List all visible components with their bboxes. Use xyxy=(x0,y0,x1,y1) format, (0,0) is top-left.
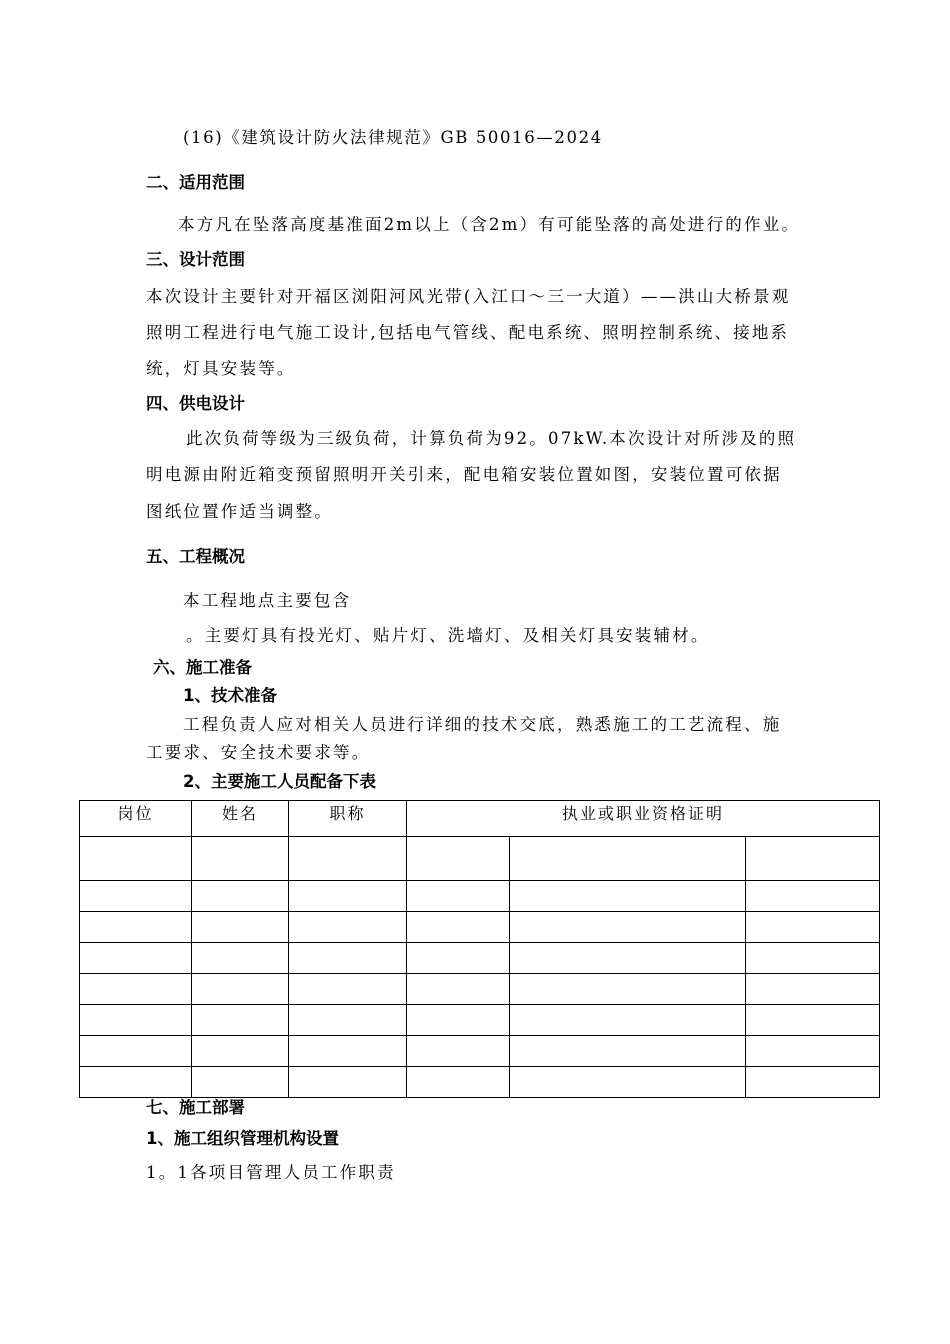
table-cell xyxy=(289,881,407,912)
table-cell xyxy=(80,974,192,1005)
table-cell xyxy=(192,881,289,912)
table-cell xyxy=(746,881,880,912)
table-cell xyxy=(80,1036,192,1067)
table-cell xyxy=(192,1067,289,1098)
table-cell xyxy=(192,1036,289,1067)
table-row xyxy=(80,837,880,881)
paragraph-design-scope-line3: 统，灯具安装等。 xyxy=(146,359,296,378)
paragraph-scope: 本方凡在坠落高度基准面2m以上（含2m）有可能坠落的高处进行的作业。 xyxy=(178,215,801,234)
table-cell xyxy=(80,912,192,943)
subheading-staffing: 2、主要施工人员配备下表 xyxy=(183,772,376,791)
table-cell xyxy=(407,1067,510,1098)
table-cell xyxy=(80,881,192,912)
paragraph-project-overview-line1: 本工程地点主要包含 xyxy=(183,591,352,610)
table-cell xyxy=(746,1005,880,1036)
table-cell xyxy=(289,1036,407,1067)
paragraph-power-design-line2: 明电源由附近箱变预留照明开关引来，配电箱安装位置如图，安装位置可依据 xyxy=(146,465,782,484)
table-row xyxy=(80,1005,880,1036)
table-cell xyxy=(80,1067,192,1098)
table-cell xyxy=(746,974,880,1005)
table-cell xyxy=(192,1005,289,1036)
table-cell xyxy=(407,837,510,881)
section-heading-scope: 二、适用范围 xyxy=(146,173,245,192)
section-heading-construction-prep: 六、施工准备 xyxy=(153,658,252,677)
table-cell xyxy=(289,943,407,974)
table-cell xyxy=(510,1067,746,1098)
paragraph-technical-prep-line1: 工程负责人应对相关人员进行详细的技术交底，熟悉施工的工艺流程、施 xyxy=(183,715,782,734)
paragraph-design-scope-line1: 本次设计主要针对开福区浏阳河风光带(入江口～三一大道）——洪山大桥景观 xyxy=(146,287,791,306)
table-cell xyxy=(746,837,880,881)
reference-item-16: (16)《建筑设计防火法律规范》GB 50016—2024 xyxy=(183,128,603,147)
table-row xyxy=(80,881,880,912)
paragraph-project-overview-line2: 。主要灯具有投光灯、贴片灯、洗墙灯、及相关灯具安装辅材。 xyxy=(186,626,710,645)
table-cell xyxy=(80,943,192,974)
header-position: 岗位 xyxy=(80,801,192,837)
section-heading-power-design: 四、供电设计 xyxy=(146,394,245,413)
subheading-org-structure: 1、施工组织管理机构设置 xyxy=(146,1129,339,1148)
table-cell xyxy=(80,1005,192,1036)
table-row xyxy=(80,912,880,943)
paragraph-design-scope-line2: 照明工程进行电气施工设计,包括电气管线、配电系统、照明控制系统、接地系 xyxy=(146,323,790,342)
table-row xyxy=(80,943,880,974)
section-heading-design-scope: 三、设计范围 xyxy=(146,250,245,269)
header-qualification: 执业或职业资格证明 xyxy=(407,801,880,837)
table-cell xyxy=(510,912,746,943)
table-header-row xyxy=(80,801,880,837)
table-cell xyxy=(407,1005,510,1036)
paragraph-technical-prep-line2: 工要求、安全技术要求等。 xyxy=(146,743,371,762)
paragraph-staff-duties: 1。1各项目管理人员工作职责 xyxy=(146,1163,396,1182)
table-cell xyxy=(289,1067,407,1098)
table-row xyxy=(80,1067,880,1098)
table-cell xyxy=(192,943,289,974)
table-cell xyxy=(407,912,510,943)
table-cell xyxy=(510,974,746,1005)
table-cell xyxy=(407,943,510,974)
section-heading-deployment: 七、施工部署 xyxy=(146,1098,245,1117)
table-cell xyxy=(289,837,407,881)
table-cell xyxy=(192,837,289,881)
table-row xyxy=(80,974,880,1005)
subheading-technical-prep: 1、技术准备 xyxy=(183,686,277,705)
table-cell xyxy=(746,912,880,943)
header-name: 姓名 xyxy=(192,801,289,837)
table-cell xyxy=(192,974,289,1005)
table-cell xyxy=(510,1005,746,1036)
table-cell xyxy=(510,837,746,881)
paragraph-power-design-line1: 此次负荷等级为三级负荷，计算负荷为92。07kW.本次设计对所涉及的照 xyxy=(186,429,797,448)
table-cell xyxy=(510,943,746,974)
table-cell xyxy=(746,943,880,974)
table-cell xyxy=(407,1036,510,1067)
table-cell xyxy=(289,912,407,943)
section-heading-project-overview: 五、工程概况 xyxy=(146,547,245,566)
table-cell xyxy=(746,1036,880,1067)
paragraph-power-design-line3: 图纸位置作适当调整。 xyxy=(146,502,333,521)
table-cell xyxy=(510,1036,746,1067)
table-cell xyxy=(80,837,192,881)
table-cell xyxy=(510,881,746,912)
table-cell xyxy=(407,881,510,912)
table-cell xyxy=(407,974,510,1005)
table-row xyxy=(80,1036,880,1067)
table-cell xyxy=(746,1067,880,1098)
header-title: 职称 xyxy=(289,801,407,837)
table-cell xyxy=(289,1005,407,1036)
table-cell xyxy=(192,912,289,943)
staffing-table xyxy=(79,800,880,1098)
table-cell xyxy=(289,974,407,1005)
